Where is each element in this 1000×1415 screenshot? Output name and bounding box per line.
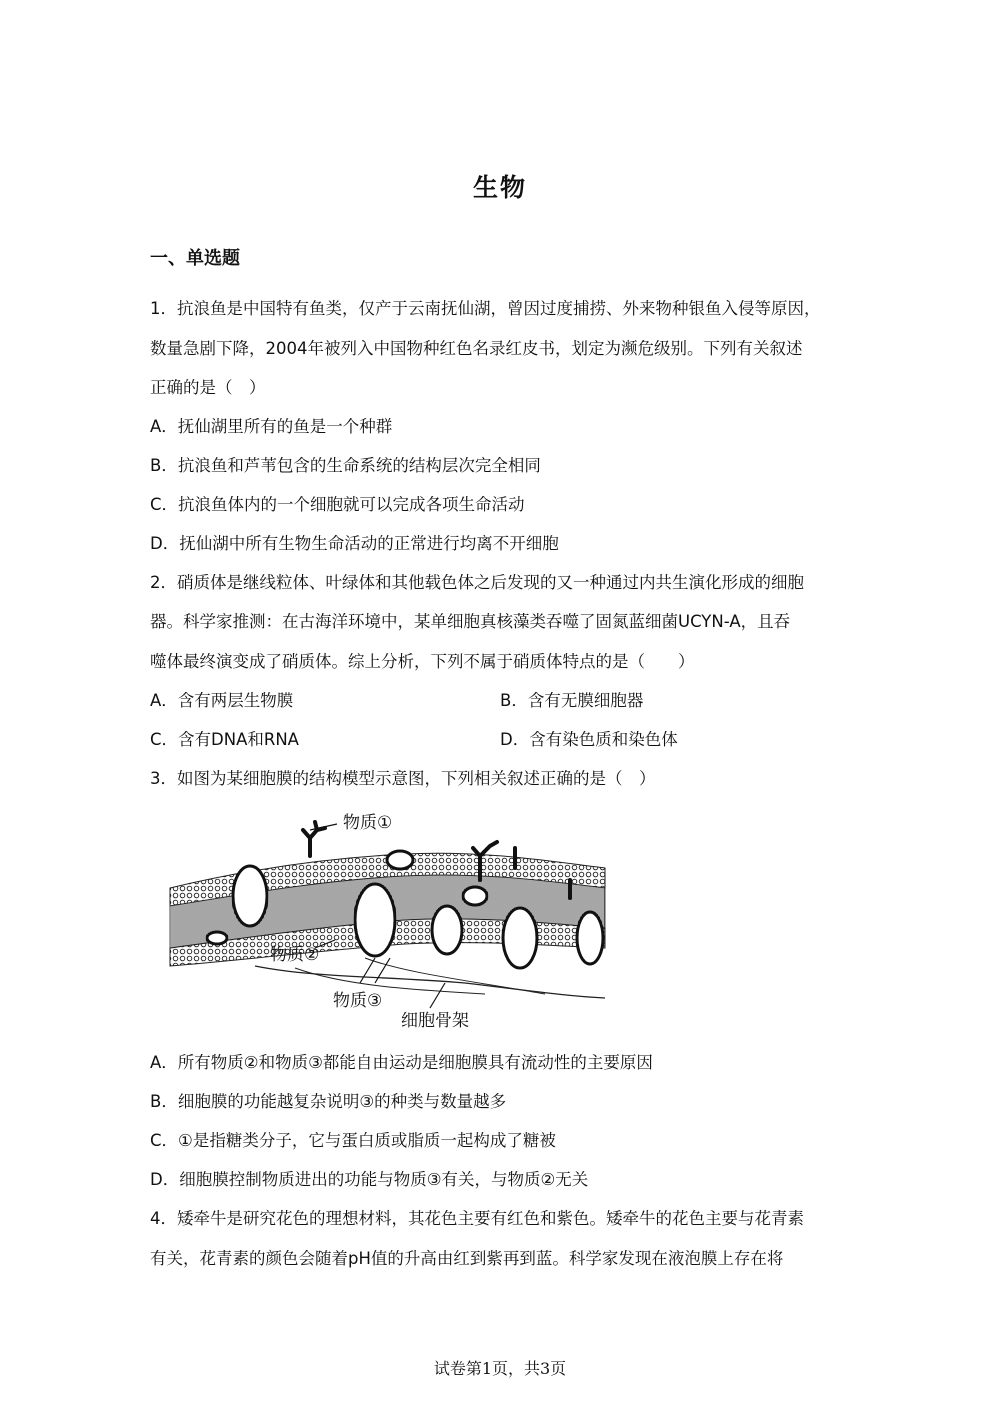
- q2-stem-line1: 2．硝质体是继线粒体、叶绿体和其他载色体之后发现的又一种通过内共生演化形成的细胞: [150, 573, 804, 592]
- protein-lower-1: [207, 932, 227, 944]
- cell-membrane-diagram: [165, 808, 615, 1038]
- section-heading: 一、单选题: [150, 248, 240, 269]
- q3-option-c: C．①是指糖类分子，它与蛋白质或脂质一起构成了糖被: [150, 1131, 556, 1150]
- cytoskeleton-fibers: [255, 966, 605, 998]
- protein-surface-2: [463, 887, 487, 905]
- figure-label-cytoskeleton: 细胞骨架: [401, 1011, 469, 1031]
- q4-stem-line2: 有关，花青素的颜色会随着pH值的升高由红到紫再到蓝。科学家发现在液泡膜上存在将: [150, 1249, 784, 1268]
- q2-option-d: D．含有染色质和染色体: [500, 730, 678, 749]
- q2-option-a: A．含有两层生物膜: [150, 691, 294, 710]
- q1-option-a: A．抚仙湖里所有的鱼是一个种群: [150, 417, 393, 436]
- page-title: 生物: [472, 173, 527, 202]
- q1-stem-line1: 1．抗浪鱼是中国特有鱼类，仅产于云南抚仙湖，曾因过度捕捞、外来物种银鱼入侵等原因，: [150, 299, 821, 318]
- q3-option-b: B．细胞膜的功能越复杂说明③的种类与数量越多: [150, 1092, 507, 1111]
- q2-option-c: C．含有DNA和RNA: [150, 730, 299, 749]
- q3-option-d: D．细胞膜控制物质进出的功能与物质③有关，与物质②无关: [150, 1170, 589, 1189]
- q2-stem-line2: 器。科学家推测：在古海洋环境中，某单细胞真核藻类吞噬了固氮蓝细菌UCYN-A，且吞: [150, 612, 791, 631]
- q1-option-c: C．抗浪鱼体内的一个细胞就可以完成各项生命活动: [150, 495, 525, 514]
- figure-label-substance-2: 物质②: [270, 945, 320, 965]
- q2-stem-line3: 噬体最终演变成了硝质体。综上分析，下列不属于硝质体特点的是（ ）: [150, 652, 695, 671]
- protein-5: [577, 912, 603, 964]
- q4-stem-line1: 4．矮牵牛是研究花色的理想材料，其花色主要有红色和紫色。矮牵牛的花色主要与花青素: [150, 1209, 804, 1228]
- protein-2: [355, 884, 395, 956]
- q1-option-b: B．抗浪鱼和芦苇包含的生命系统的结构层次完全相同: [150, 456, 541, 475]
- q1-stem-line3: 正确的是（ ）: [150, 378, 266, 397]
- q3-option-a: A．所有物质②和物质③都能自由运动是细胞膜具有流动性的主要原因: [150, 1053, 653, 1072]
- protein-surface-1: [387, 851, 413, 869]
- protein-3: [432, 906, 462, 954]
- q2-option-b: B．含有无膜细胞器: [500, 691, 644, 710]
- protein-4: [503, 908, 537, 968]
- q3-stem-line1: 3．如图为某细胞膜的结构模型示意图，下列相关叙述正确的是（ ）: [150, 769, 656, 788]
- cell-membrane-figure: [165, 808, 615, 1038]
- figure-label-substance-1: 物质①: [343, 813, 393, 833]
- q1-option-d: D．抚仙湖中所有生物生命活动的正常进行均离不开细胞: [150, 534, 559, 553]
- protein-1: [233, 866, 267, 926]
- page-footer: 试卷第1页，共3页: [433, 1359, 567, 1378]
- q1-stem-line2: 数量急剧下降，2004年被列入中国物种红色名录红皮书，划定为濒危级别。下列有关叙述: [150, 339, 803, 358]
- figure-label-substance-3: 物质③: [333, 991, 383, 1011]
